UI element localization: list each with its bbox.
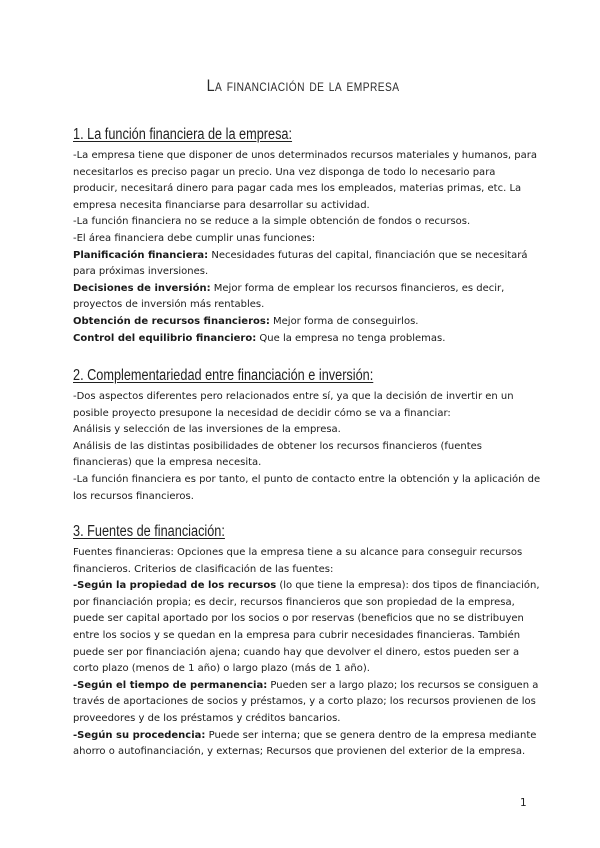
paragraph: -Dos aspectos diferentes pero relacionados entre sí, ya que la decisión de invertir en un posible proyecto presupone la necesidad de decidir cómo se va a financiar: [73, 391, 514, 419]
list-item: Obtención de recursos financieros: Mejor forma de conseguirlos. [73, 315, 419, 327]
paragraph: -La función financiera es por tanto, el punto de contacto entre la obtención y la aplicación de los recursos financieros. [73, 473, 541, 502]
paragraph: -La función financiera no se reduce a la simple obtención de fondos o recursos. [73, 216, 471, 228]
list-item: Planificación financiera: Necesidades futuras del capital, financiación que se necesitará para próximas inversiones. [73, 249, 528, 278]
paragraph: Análisis y selección de las inversiones de la empresa. [73, 424, 341, 436]
list-item: Control del equilibrio financiero: Que la empresa no tenga problemas. [73, 332, 446, 344]
section-1-body [73, 148, 543, 347]
list-item: -Según el tiempo de permanencia: Pueden ser a largo plazo; los recursos se consiguen a través de aportaciones de socios y préstamos, y a corto plazo; los recursos provienen de los proveedores y de los préstamos y créditos bancarios. [73, 679, 539, 724]
paragraph: -La empresa tiene que disponer de unos determinados recursos materiales y humanos, para necesitarlos es preciso pagar un precio. Una vez disponga de todo lo necesario para producir, necesitará dinero para pagar cada mes los empleados, materias primas, etc. La empresa necesita financiarse para desarrollar su actividad. [73, 150, 537, 211]
paragraph: -El área financiera debe cumplir unas funciones: [73, 232, 316, 244]
list-item: -Según su procedencia: Puede ser interna; que se genera dentro de la empresa mediante ahorro o autofinanciación, y externas; Recursos que provienen del exterior de la empresa. [73, 729, 537, 758]
section-3-body [73, 545, 543, 761]
paragraph: Fuentes financieras: Opciones que la empresa tiene a su alcance para conseguir recursos financieros. Criterios de clasificación de las fuentes: [73, 547, 523, 575]
paragraph: Análisis de las distintas posibilidades de obtener los recursos financieros (fuentes financieras) que la empresa necesita. [73, 440, 482, 469]
page-number: 1 [520, 797, 527, 809]
section-heading-2: 2. Complementariedad entre financiación e inversión: [73, 367, 374, 384]
document-title: La financiación de la empresa [206, 76, 400, 95]
section-heading-3: 3. Fuentes de financiación: [73, 523, 225, 540]
list-item: -Según la propiedad de los recursos (lo que tiene la empresa): dos tipos de financiación, por financiación propia; es decir, recursos financieros que son propiedad de la empresa, puede ser capital aportado por los socios o por reservas (beneficios que no se distribuyen entre los socios y se quedan en la empresa para cubrir necesidades financieras. También puede ser por financiación ajena; cuando hay que devolver el dinero, estos pueden ser a corto plazo (menos de 1 año) o largo plazo (más de 1 año). [73, 580, 540, 675]
section-2-body [73, 389, 543, 505]
list-item: Decisiones de inversión: Mejor forma de emplear los recursos financieros, es decir, proyectos de inversión más rentables. [73, 282, 505, 311]
section-heading-1: 1. La función financiera de la empresa: [73, 126, 293, 143]
